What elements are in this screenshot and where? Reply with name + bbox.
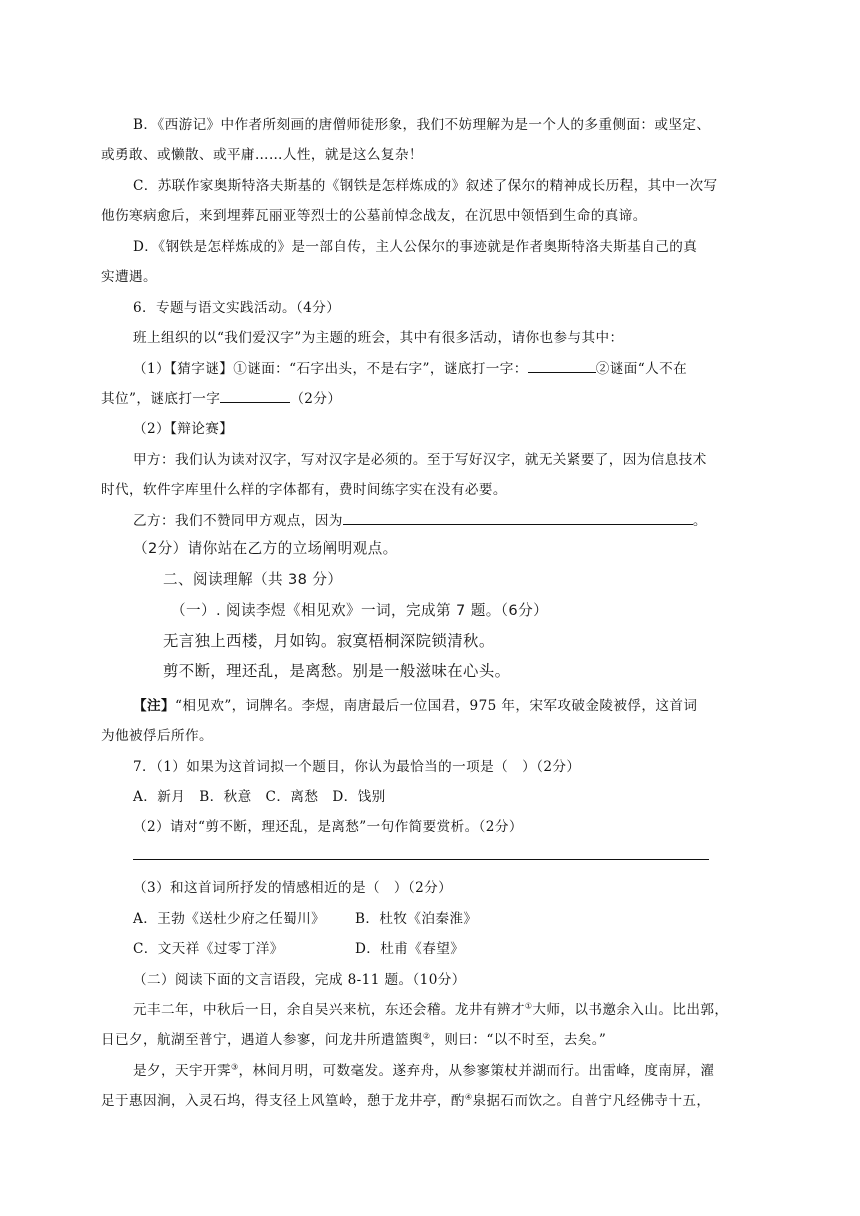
option-b-line1: B．《西游记》中作者所刻画的唐僧师徒形象，我们不妨理解为是一个人的多重侧面：或坚定、 [133, 117, 711, 133]
option-d-line1: D．《钢铁是怎样炼成的》是一部自传，主人公保尔的事迹就是作者奥斯特洛夫斯基自己的真 [133, 239, 698, 255]
classical-text-seg: 足于惠因涧，入灵石坞，得支径上风篁岭，憩于龙井亭，酌 [101, 1093, 465, 1109]
classical-text-line1 [133, 998, 728, 1018]
reading-1-heading: （一）. 阅读李煜《相见欢》一词，完成第 7 题。（6分） [171, 602, 549, 619]
classical-text-seg: ，林间月明，可数毫发。遂弃舟，从参寥策杖并湖而行。出雷峰，度南屏，濯 [238, 1063, 715, 1079]
note-line2: 为他被俘后所作。 [101, 728, 213, 744]
footnote-marker: ① [524, 1001, 533, 1011]
option-d: D．杜甫《春望》 [355, 941, 465, 957]
classical-text-seg: 是夕，天宇开霁 [133, 1063, 231, 1079]
note-label: 【注】 [133, 698, 175, 714]
debate-side-b-text: 乙方：我们不赞同甲方观点，因为 [133, 513, 343, 529]
question-7-part1-options: A．新月 B．秋意 C．离愁 D．饯别 [133, 789, 386, 805]
classical-text-seg: 日已夕，航湖至普宁，遇道人参寥，问龙井所遣篮舆 [101, 1032, 423, 1048]
option-row-2 [133, 937, 465, 957]
option-row-1 [133, 907, 478, 927]
poem-line2: 剪不断，理还乱，是离愁。别是一般滋味在心头。 [163, 662, 511, 680]
option-c-line1: C．苏联作家奥斯特洛夫斯基的《钢铁是怎样炼成的》叙述了保尔的精神成长历程，其中一次写 [133, 178, 718, 194]
option-b: B．杜牧《泊秦淮》 [355, 911, 478, 927]
note-text: “相见欢”，词牌名。李煜，南唐最后一位国君，975 年，宋军攻破金陵被俘，这首词 [174, 698, 698, 714]
question-7-part1: 7．（1）如果为这首词拟一个题目，你认为最恰当的一项是（ ）（2分） [133, 759, 581, 775]
classical-text-line4 [101, 1089, 710, 1109]
question-7-part2: （2）请对“剪不断，理还乱，是离愁”一句作简要赏析。（2分） [133, 819, 523, 835]
debate-side-a-line1: 甲方：我们认为读对汉字，写对汉字是必须的。至于写好汉字，就无关紧要了，因为信息技术 [133, 452, 707, 468]
reading-2-heading: （二）阅读下面的文言语段，完成 8-11 题。（10分） [133, 972, 466, 988]
debate-answer-blank[interactable] [343, 510, 693, 525]
debate-period: 。 [692, 513, 707, 529]
debate-instruction: （2分）请你站在乙方的立场阐明观点。 [133, 540, 398, 557]
option-a: A．王勃《送杜少府之任蜀川》 [133, 911, 326, 927]
option-c-line2: 他伤寒病愈后，来到埋葬瓦丽亚等烈士的公墓前悼念战友，在沉思中领悟到生命的真谛。 [101, 208, 647, 224]
classical-text-seg: 大师，以书邀余入山。比出郭， [532, 1002, 729, 1018]
debate-side-b-line [133, 509, 707, 529]
riddle-answer-blank-1[interactable] [528, 358, 596, 373]
note-line1 [133, 694, 697, 714]
option-b-line2: 或勇敢、或懒散、或平庸……人性，就是这么复杂！ [101, 147, 423, 163]
poem-line1: 无言独上西楼，月如钩。寂寞梧桐深院锁清秋。 [163, 632, 495, 650]
riddle-text-3: 其位”，谜底打一字 [101, 391, 221, 407]
option-c: C．文天祥《过零丁洋》 [133, 941, 284, 957]
debate-side-a-line2: 时代，软件字库里什么样的字体都有，费时间练字实在没有必要。 [101, 482, 507, 498]
debate-heading: （2）【辩论赛】 [133, 421, 234, 437]
question-7-answer-line[interactable] [133, 859, 709, 860]
riddle-text-2: ②谜面“人不在 [595, 361, 688, 377]
footnote-marker: ③ [230, 1062, 239, 1072]
question-7-part3: （3）和这首词所抒发的情感相近的是（ ）（2分） [133, 880, 453, 896]
riddle-answer-blank-2[interactable] [220, 388, 290, 403]
riddle-line2 [101, 387, 341, 407]
option-d-line2: 实遭遇。 [101, 269, 157, 285]
classical-text-seg: 元丰二年，中秋后一日，余自吴兴来杭，东还会稽。龙井有辨才 [133, 1002, 525, 1018]
classical-text-seg: ，则曰：“以不时至，去矣。” [430, 1032, 607, 1048]
footnote-marker: ④ [464, 1092, 473, 1102]
classical-text-seg: 泉据石而饮之。自普宁凡经佛寺十五， [472, 1093, 711, 1109]
classical-text-line3 [133, 1059, 714, 1079]
classical-text-line2 [101, 1028, 606, 1048]
question-6-heading: 6．专题与语文实践活动。（4分） [133, 300, 341, 316]
footnote-marker: ② [422, 1031, 431, 1041]
riddle-line1 [133, 357, 687, 377]
riddle-score: （2分） [290, 391, 342, 407]
riddle-text-1: （1）【猜字谜】①谜面：“石字出头，不是右字”，谜底打一字： [133, 361, 528, 377]
section-2-heading: 二、阅读理解（共 38 分） [163, 571, 343, 588]
question-6-intro: 班上组织的以“我们爱汉字”为主题的班会，其中有很多活动，请你也参与其中： [133, 330, 624, 346]
